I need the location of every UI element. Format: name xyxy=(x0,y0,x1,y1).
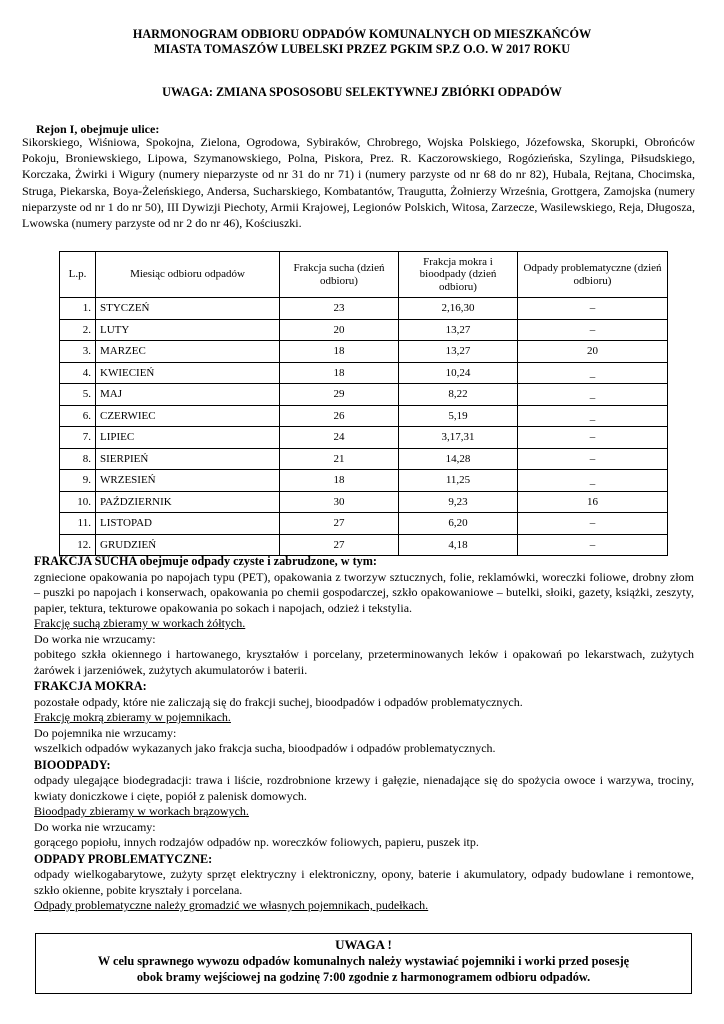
notice-line-2: obok bramy wejściowej na godzinę 7:00 zgodnie z harmonogramem odbioru odpadów. xyxy=(136,970,591,984)
table-row xyxy=(60,362,668,384)
cell-dry: 26 xyxy=(280,405,399,427)
cell-dry: 29 xyxy=(280,384,399,406)
cell-dry: 27 xyxy=(280,513,399,535)
cell-lp: 12. xyxy=(60,534,96,556)
document-title-line-2: MIASTA TOMASZÓW LUBELSKI PRZEZ PGKIM SP.Z O.O. W 2017 ROKU xyxy=(153,42,571,56)
cell-wet: 8,22 xyxy=(399,384,518,406)
cell-problem: – xyxy=(518,448,668,470)
cell-problem: – xyxy=(518,513,668,535)
dry-not-body: pobitego szkła okiennego i hartowanego, kryształów i porcelany, przeterminowanych leków i opakowań po lekarstwach, zużytych żarówek i jarzeniówek, zużytych akumulatorów i baterii. xyxy=(34,647,694,677)
cell-dry: 18 xyxy=(280,470,399,492)
cell-problem: _ xyxy=(518,470,668,492)
cell-lp: 11. xyxy=(60,513,96,535)
cell-wet: 10,24 xyxy=(399,362,518,384)
wet-collect: Frakcję mokrą zbieramy w pojemnikach. xyxy=(34,710,231,724)
bio-heading: BIOODPADY: xyxy=(34,757,111,772)
table-row xyxy=(60,298,668,320)
change-warning-heading: UWAGA: ZMIANA SPOSOSOBU SELEKTYWNEJ ZBIÓRKI ODPADÓW xyxy=(162,85,562,99)
table-row xyxy=(60,448,668,470)
table-row xyxy=(60,513,668,535)
problem-heading: ODPADY PROBLEMATYCZNE: xyxy=(34,851,213,866)
cell-lp: 10. xyxy=(60,491,96,513)
dry-body: zgniecione opakowania po napojach typu (PET), opakowania z tworzyw sztucznych, folie, reklamówki, woreczki foliowe, drobny złom – puszki po napojach i konserwach, opakowania po chemii gospodarczej, szkło opakowaniowe – butelki, słoiki, gazety, książki, zeszyty, papier, tektura, tekturowe opakowania po sokach i napojach, odzież i tekstylia. xyxy=(34,569,694,615)
table-row xyxy=(60,384,668,406)
table-row xyxy=(60,341,668,363)
cell-problem: 16 xyxy=(518,491,668,513)
cell-problem: – xyxy=(518,534,668,556)
cell-lp: 3. xyxy=(60,341,96,363)
cell-problem: _ xyxy=(518,405,668,427)
table-row xyxy=(60,319,668,341)
waste-descriptions xyxy=(34,554,694,914)
document-title-line-1: HARMONOGRAM ODBIORU ODPADÓW KOMUNALNYCH OD MIESZKAŃCÓW xyxy=(132,27,592,41)
cell-month: LISTOPAD xyxy=(96,513,280,535)
table-row xyxy=(60,491,668,513)
cell-dry: 20 xyxy=(280,319,399,341)
cell-month: KWIECIEŃ xyxy=(96,362,280,384)
cell-wet: 4,18 xyxy=(399,534,518,556)
cell-lp: 2. xyxy=(60,319,96,341)
cell-month: MARZEC xyxy=(96,341,280,363)
cell-lp: 5. xyxy=(60,384,96,406)
bio-collect: Bioodpady zbieramy w workach brązowych. xyxy=(34,804,249,818)
cell-lp: 6. xyxy=(60,405,96,427)
cell-lp: 7. xyxy=(60,427,96,449)
cell-problem: _ xyxy=(518,362,668,384)
notice-line-1: W celu sprawnego wywozu odpadów komunalnych należy wystawiać pojemniki i worki przed posesję xyxy=(97,954,630,968)
cell-problem: – xyxy=(518,427,668,449)
cell-dry: 30 xyxy=(280,491,399,513)
dry-heading: FRAKCJA SUCHA obejmuje odpady czyste i zabrudzone, w tym: xyxy=(34,554,377,568)
cell-dry: 18 xyxy=(280,362,399,384)
cell-wet: 3,17,31 xyxy=(399,427,518,449)
table-row xyxy=(60,534,668,556)
cell-problem: 20 xyxy=(518,341,668,363)
cell-problem: – xyxy=(518,298,668,320)
header-problem: Odpady problematyczne (dzień odbioru) xyxy=(518,252,668,298)
bio-not-body: gorącego popiołu, innych rodzajów odpadów np. woreczków foliowych, papieru, puszek itp. xyxy=(34,835,479,849)
problem-collect: Odpady problematyczne należy gromadzić we własnych pojemnikach, pudełkach. xyxy=(34,898,429,912)
header-dry: Frakcja sucha (dzień odbioru) xyxy=(280,252,399,298)
cell-wet: 13,27 xyxy=(399,341,518,363)
table-row xyxy=(60,427,668,449)
cell-lp: 1. xyxy=(60,298,96,320)
cell-month: MAJ xyxy=(96,384,280,406)
cell-wet: 11,25 xyxy=(399,470,518,492)
schedule-table xyxy=(59,251,668,556)
cell-lp: 4. xyxy=(60,362,96,384)
notice-box xyxy=(35,933,692,994)
table-row xyxy=(60,405,668,427)
dry-collect: Frakcję suchą zbieramy w workach żółtych. xyxy=(34,616,246,630)
header-month: Miesiąc odbioru odpadów xyxy=(96,252,280,298)
table-row xyxy=(60,470,668,492)
wet-not-label: Do pojemnika nie wrzucamy: xyxy=(34,725,177,740)
cell-wet: 6,20 xyxy=(399,513,518,535)
cell-wet: 9,23 xyxy=(399,491,518,513)
cell-wet: 13,27 xyxy=(399,319,518,341)
cell-month: CZERWIEC xyxy=(96,405,280,427)
cell-dry: 21 xyxy=(280,448,399,470)
problem-body: odpady wielkogabarytowe, zużyty sprzęt elektryczny i elektroniczny, opony, baterie i akumulatory, odpady budowlane i remontowe, szkło okienne, pobite kryształy i porcelana. xyxy=(34,867,694,897)
cell-wet: 14,28 xyxy=(399,448,518,470)
rejon-heading: Rejon I, obejmuje ulice: xyxy=(36,122,160,136)
street-list: Sikorskiego, Wiśniowa, Spokojna, Zielona, Ogrodowa, Sybiraków, Chrobrego, Wojska Polskiego, Józefowska, Skorupki, Obrońców Pokoju, Broniewskiego, Lipowa, Szymanowskiego, Polna, Piskora, Prez. R. Kaczorowskiego, Rogózieńska, Szylinga, Piłsudskiego, Korczaka, Żwirki i Wigury (numery nieparzyste od nr 31 do nr 71) i (numery parzyste od nr 68 do nr 82), Hubala, Rejtana, Chocimska, Struga, Piekarska, Boya-Żeleńskiego, Andersa, Sucharskiego, Kombatantów, Traugutta, Żołnierzy Września, Grottgera, Zamojska (numery nieparzyste od nr 1 do nr 50), III Dywizji Piechoty, Armii Krajowej, Legionów Polskich, Witosa, Zarzecze, Wasilewskiego, Reja, Długosza, Lwowska (numery parzyste od nr 2 do nr 46), Kościuszki. xyxy=(22,135,695,231)
cell-month: LIPIEC xyxy=(96,427,280,449)
notice-title: UWAGA ! xyxy=(335,937,392,952)
cell-lp: 8. xyxy=(60,448,96,470)
cell-wet: 5,19 xyxy=(399,405,518,427)
wet-heading: FRAKCJA MOKRA: xyxy=(34,679,147,693)
cell-month: WRZESIEŃ xyxy=(96,470,280,492)
bio-not-label: Do worka nie wrzucamy: xyxy=(34,819,156,834)
cell-problem: _ xyxy=(518,384,668,406)
header-wet: Frakcja mokra i bioodpady (dzień odbioru) xyxy=(399,252,518,298)
cell-wet: 2,16,30 xyxy=(399,298,518,320)
bio-body: odpady ulegające biodegradacji: trawa i liście, rozdrobnione krzewy i gałęzie, nienadające się do spożycia owoce i warzywa, trociny, kwiaty doniczkowe i cięte, popiół z palenisk domowych. xyxy=(34,773,694,803)
cell-month: STYCZEŃ xyxy=(96,298,280,320)
wet-not-body: wszelkich odpadów wykazanych jako frakcja sucha, bioodpadów i odpadów problematycznych. xyxy=(34,741,496,755)
cell-lp: 9. xyxy=(60,470,96,492)
cell-dry: 24 xyxy=(280,427,399,449)
cell-dry: 23 xyxy=(280,298,399,320)
cell-dry: 27 xyxy=(280,534,399,556)
header-lp: L.p. xyxy=(60,252,96,298)
table-header-row xyxy=(60,252,668,298)
cell-month: LUTY xyxy=(96,319,280,341)
cell-month: GRUDZIEŃ xyxy=(96,534,280,556)
cell-problem: – xyxy=(518,319,668,341)
cell-dry: 18 xyxy=(280,341,399,363)
cell-month: PAŹDZIERNIK xyxy=(96,491,280,513)
cell-month: SIERPIEŃ xyxy=(96,448,280,470)
wet-body: pozostałe odpady, które nie zaliczają się do frakcji suchej, bioodpadów i odpadów problematycznych. xyxy=(34,694,523,709)
dry-not-label: Do worka nie wrzucamy: xyxy=(34,631,156,646)
